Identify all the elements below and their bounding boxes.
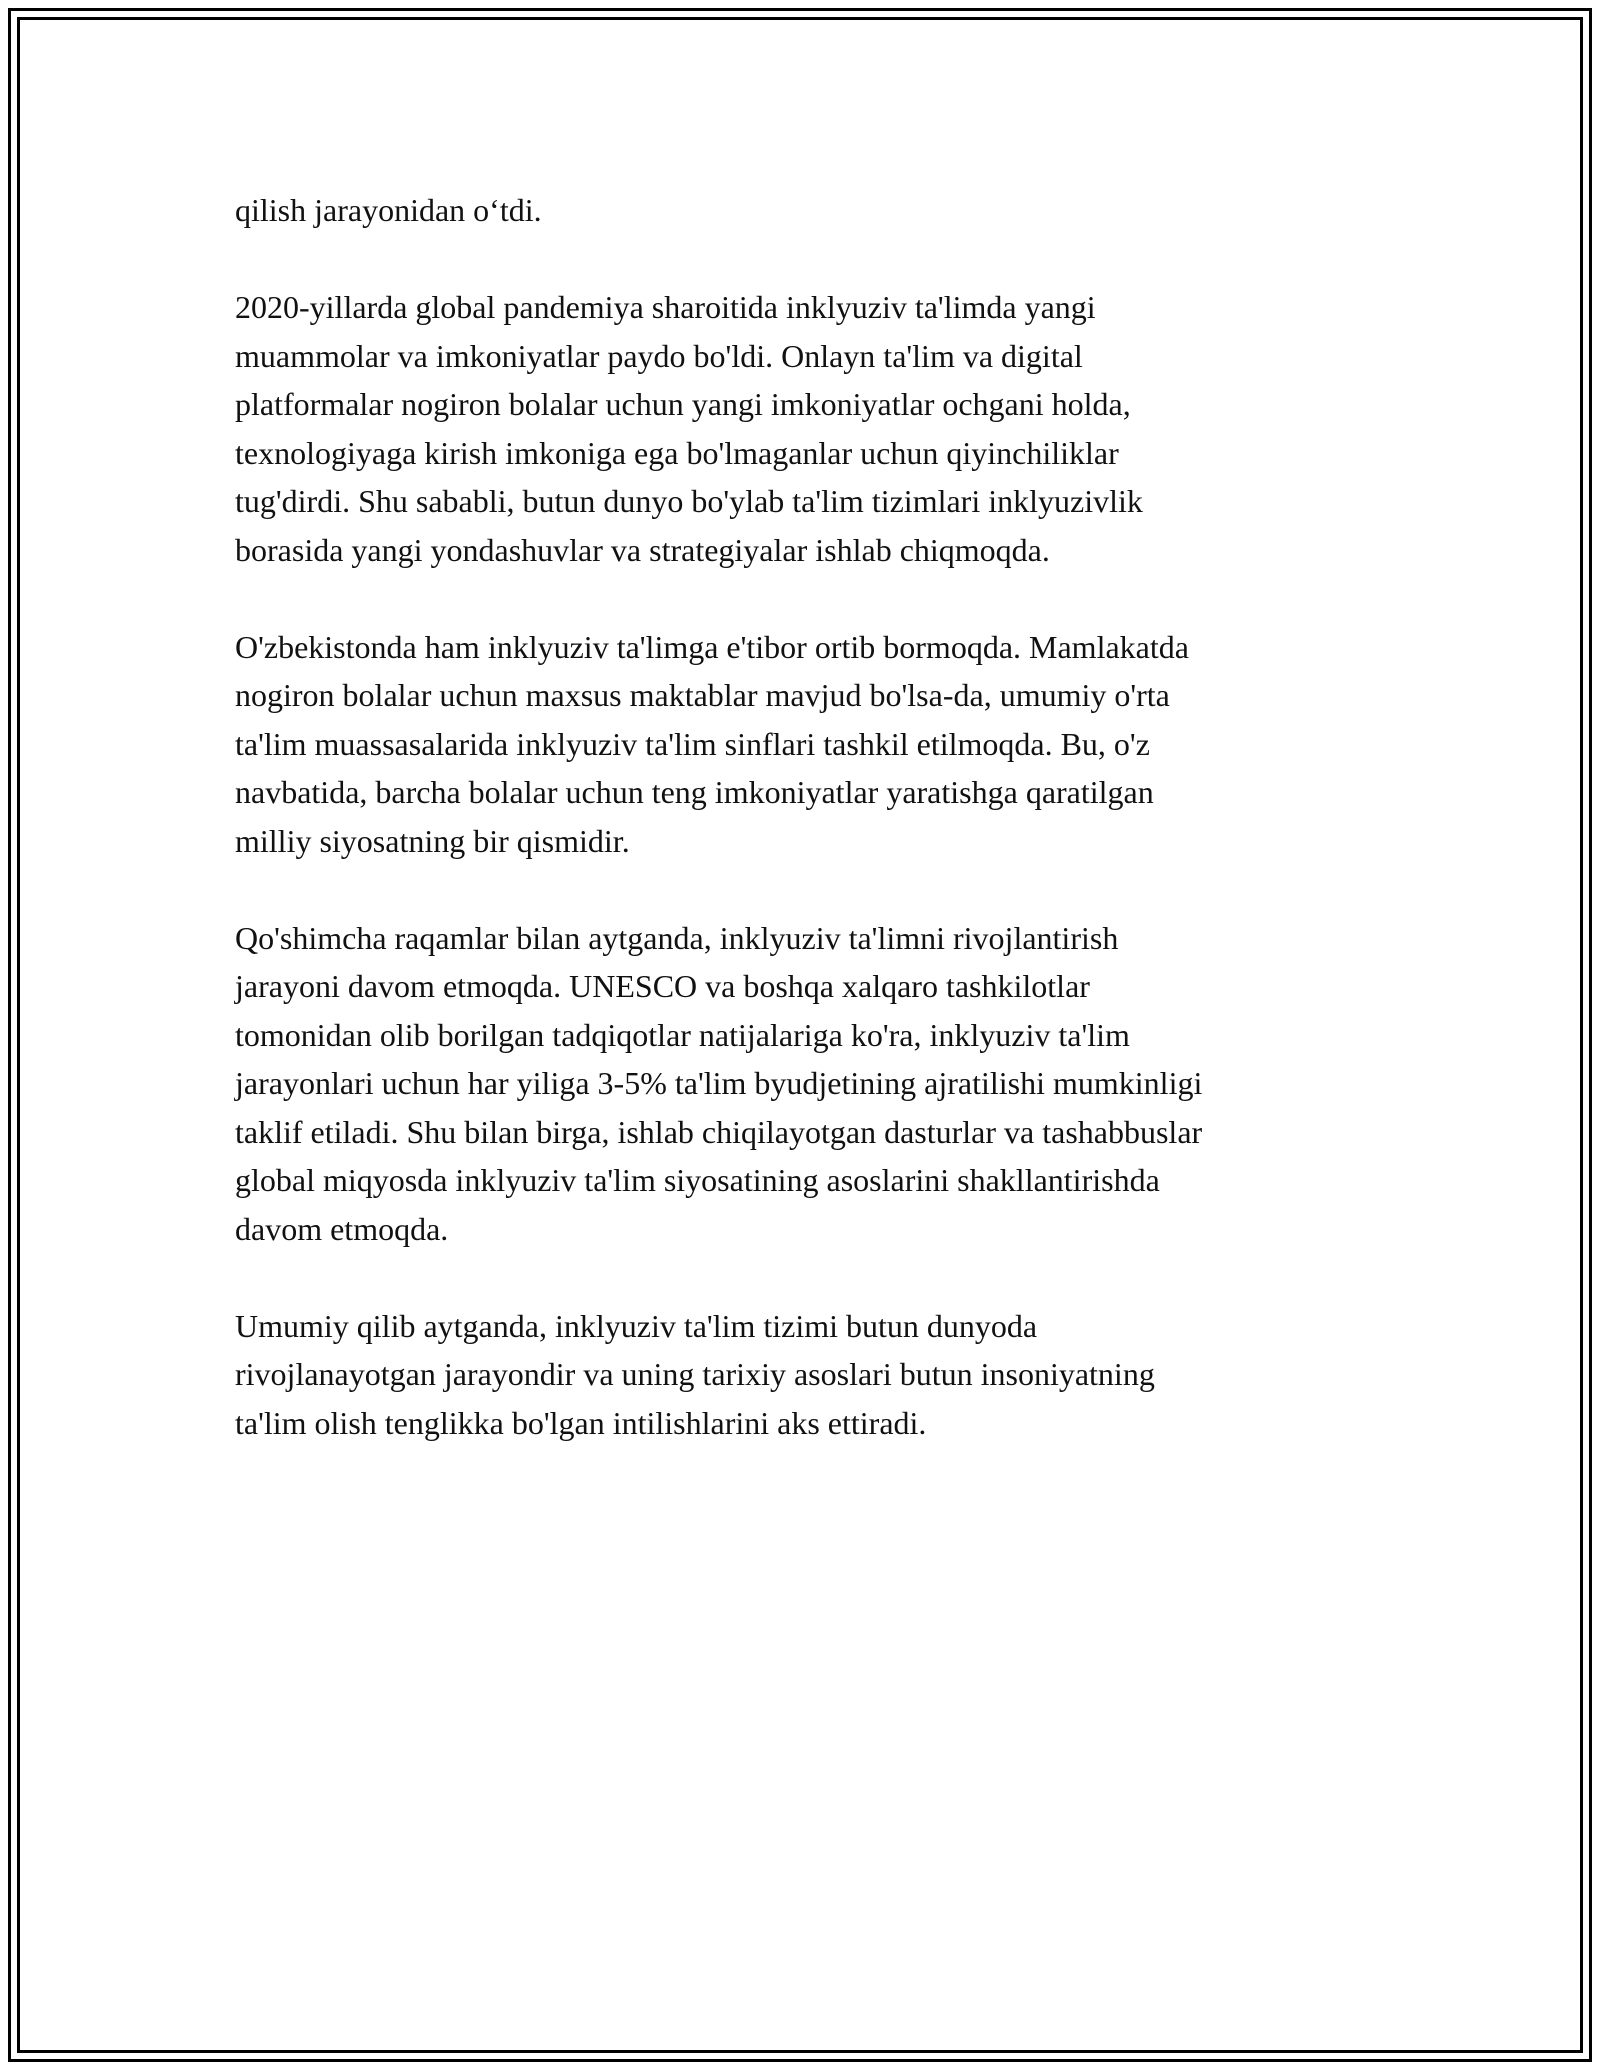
paragraph-conclusion: Umumiy qilib aytganda, inklyuziv ta'lim tizimi butun dunyoda rivojlanayotgan jarayondir va uning tarixiy asoslari butun insoniyatning ta'lim olish tenglikka bo'lgan intilishlarini aks ettiradi. bbox=[235, 1307, 1155, 1441]
paragraph-uzbekistan: O'zbekistonda ham inklyuziv ta'limga e'tibor ortib bormoqda. Mamlakatda nogiron bolalar uchun maxsus maktablar mavjud bo'lsa-da, umumiy o'rta ta'lim muassasalarida inklyuziv ta'lim sinflari tashkil etilmoqda. Bu, o'z navbatida, barcha bolalar uchun teng imkoniyatlar yaratishga qaratilgan milliy siyosatning bir qismidir. bbox=[235, 628, 1189, 859]
paragraph-figures: Qo'shimcha raqamlar bilan aytganda, inklyuziv ta'limni rivojlantirish jarayoni davom etmoqda. UNESCO va boshqa xalqaro tashkilotlar tomonidan olib borilgan tadqiqotlar natijalariga ko'ra, inklyuziv ta'lim jarayonlari uchun har yiliga 3-5% ta'lim byudjetining ajratilishi mumkinligi taklif etiladi. Shu bilan birga, ishlab chiqilayotgan dasturlar va tashabbuslar global miqyosda inklyuziv ta'lim siyosatining asoslarini shakllantirishda davom etmoqda. bbox=[235, 919, 1203, 1247]
paragraph-pandemic: 2020-yillarda global pandemiya sharoitida inklyuziv ta'limda yangi muammolar va imkoniyatlar paydo bo'ldi. Onlayn ta'lim va digital platformalar nogiron bolalar uchun yangi imkoniyatlar ochgani holda, texnologiyaga kirish imkoniga ega bo'lmaganlar uchun qiyinchiliklar tug'dirdi. Shu sababli, butun dunyo bo'ylab ta'lim tizimlari inklyuzivlik borasida yangi yondashuvlar va strategiyalar ishlab chiqmoqda. bbox=[235, 289, 1143, 568]
document-body bbox=[235, 186, 1365, 1496]
paragraph-continuation: qilish jarayonidan o‘tdi. bbox=[235, 192, 542, 228]
